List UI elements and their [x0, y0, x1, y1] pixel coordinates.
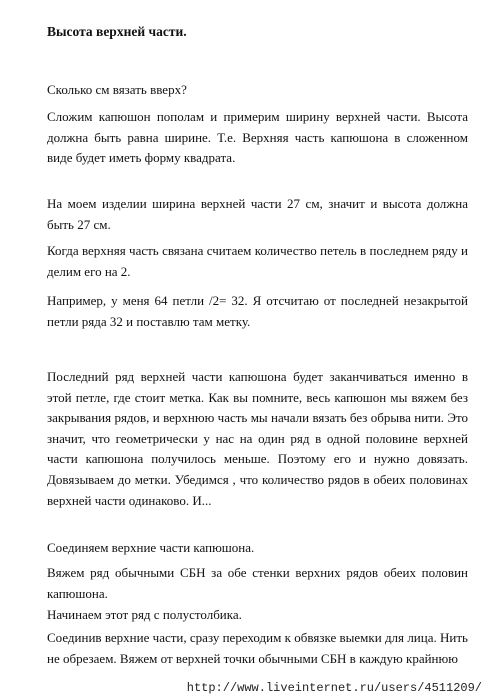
paragraph-join-row: Вяжем ряд обычными СБН за обе стенки верхних рядов обеих половин капюшона.: [47, 565, 468, 601]
section-heading: Высота верхней части.: [47, 24, 187, 39]
paragraph-count-stitches: Когда верхняя часть связана считаем количество петель в последнем ряду и делим его на 2.: [47, 243, 468, 279]
paragraph-start-row: Начинаем этот ряд с полустолбика.: [47, 607, 242, 622]
paragraph-last-row: Последний ряд верхней части капюшона будет заканчиваться именно в этой петле, где стоит метка. Как вы помните, весь капюшон мы вяжем без закрывания рядов, и верхнюю часть мы начали вязать без обрыва нити. Это значит, что геометрически у нас на один ряд в одной половине верхней части капюшона получилось меньше. Поэтому его и нужно довязать. Довязываем до метки. Убедимся , что количество рядов в обеих половинах верхней части одинаково. И...: [47, 369, 468, 508]
paragraph-fold-hood: Сложим капюшон пополам и примерим ширину верхней части. Высота должна быть равна ширине. Т.е. Верхняя часть капюшона в сложенном виде будет иметь форму квадрата.: [47, 109, 468, 166]
watermark-url: http://www.liveinternet.ru/users/4511209/: [186, 681, 482, 695]
paragraph-join-heading: Соединяем верхние части капюшона.: [47, 540, 255, 555]
paragraph-face-edging: Соединив верхние части, сразу переходим к обвязке выемки для лица. Нить не обрезаем. Вяжем от верхней точки обычными СБН в каждую крайнюю: [47, 630, 468, 666]
paragraph-my-width: На моем изделии ширина верхней части 27 см, значит и высота должна быть 27 см.: [47, 196, 468, 232]
paragraph-example: Например, у меня 64 петли /2= 32. Я отсчитаю от последней незакрытой петли ряда 32 и поставлю там метку.: [47, 293, 468, 329]
paragraph-question: Сколько см вязать вверх?: [47, 82, 187, 97]
